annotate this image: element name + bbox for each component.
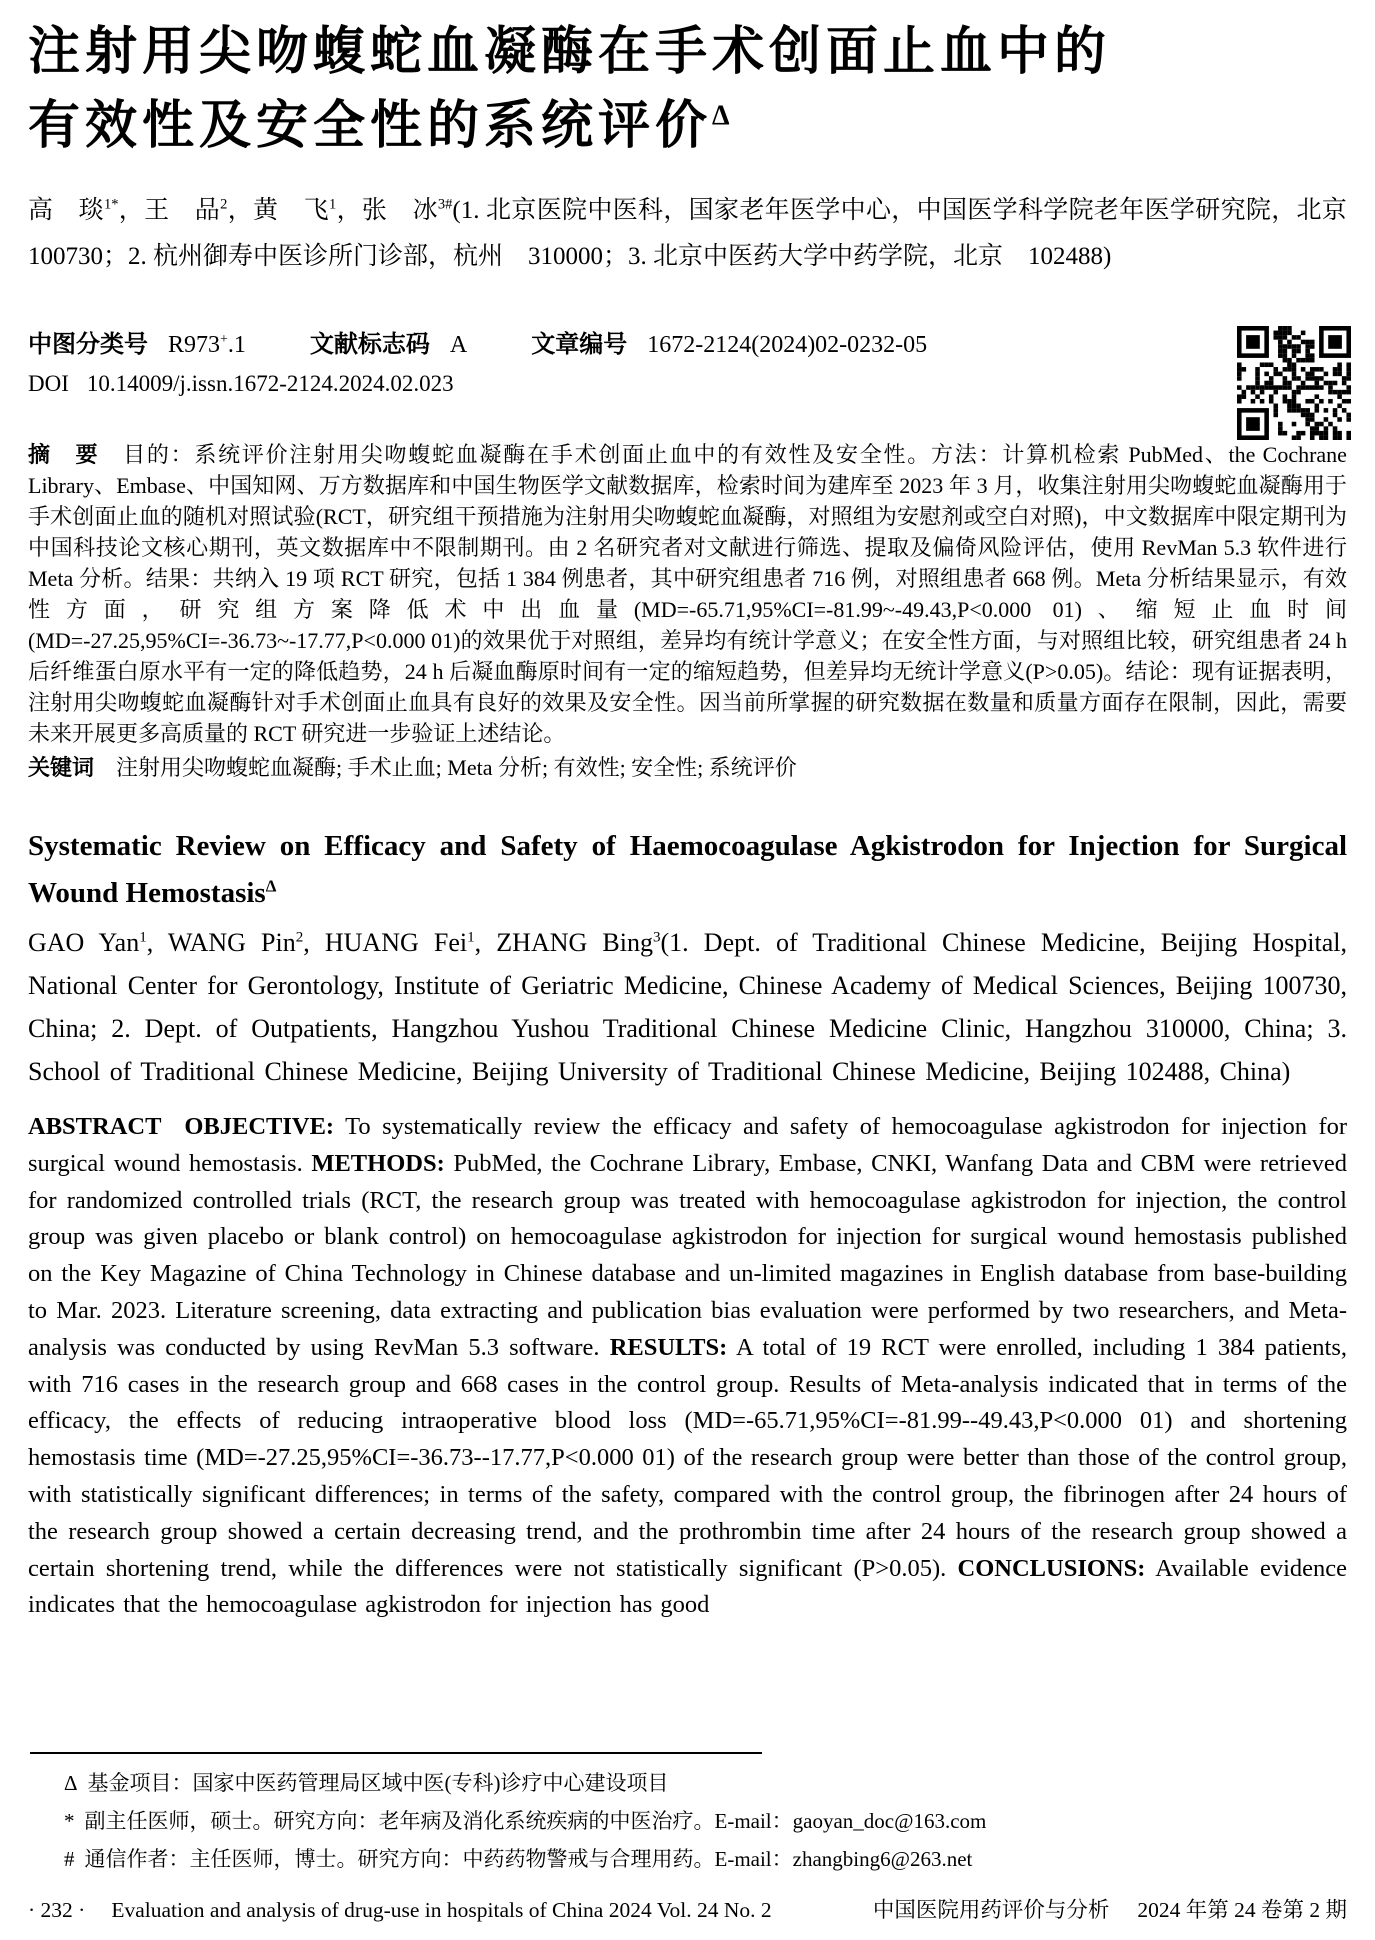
abstract-en-conclusions-text: Available evidence indicates that the hemocoagulase agkistrodon for injection has good [28,1554,1348,1619]
abstract-en-conclusions-label: CONCLUSIONS: [957,1554,1146,1582]
affiliations-en: (1. Dept. of Traditional Chinese Medicine, Beijing Hospital, National Center for Gerontology, Institute of Geriatric Medicine, Chinese Academy of Medical Sciences, Beijing 100730, China; 2. Dept. of Outpatients, Hangzhou Yushou Traditional Chinese Medicine Clinic, Hangzhou 310000, China; 3. School of Traditional Chinese Medicine, Beijing University of Traditional Chinese Medicine, Beijing 102488, China) [28,928,1347,1086]
page-number: · 232 · [28,1898,86,1922]
footnote-first-author: * 副主任医师，硕士。研究方向：老年病及消化系统疾病的中医治疗。E-mail：gaoyan_doc@163.com [64,1809,987,1833]
author-en: WANG Pin$^2$, [167,928,325,957]
author-affiliation-marker: 2 [220,196,228,213]
abstract-en-objective-label: OBJECTIVE: [184,1113,335,1140]
footnote-funding: Δ 基金项目：国家中医药管理局区域中医(专科)诊疗中心建设项目 [64,1771,669,1795]
doi-label: DOI [28,371,69,396]
article-title-cn-line2 [28,90,1347,164]
author-affiliation-marker: 1* [103,196,119,213]
meta-row-1 [28,324,1347,359]
abstract-en-results-text: A total of 19 RCT were enrolled, including 1 384 patients, with 716 cases in the research group and 668 cases in the control group. Results of Meta-analysis indicated that in terms of the efficacy, the effects of reducing intraoperative blood loss (MD=-65.71,95%CI=-81.99--49.43,P<0.000 01) and shortening hemostasis time (MD=-27.25,95%CI=-36.73--17.77,P<0.000 01) of the research group were better than those of the control group, with statistically significant differences; in terms of the safety, compared with the control group, the fibrinogen after 24 hours of the research group showed a certain decreasing trend, and the prothrombin time after 24 hours of the research group showed a certain shortening trend, while the differences were not statistically significant (P>0.05). [28,1333,1348,1582]
footnote-corresponding-author: # 通信作者：主任医师，博士。研究方向：中药药物警戒与合理用药。E-mail：zhangbing6@263.net [64,1847,973,1871]
abstract-cn-label: 摘 要 [28,442,100,467]
abstract-cn-results-label: 结果： [145,566,213,591]
abstract-en-methods-text: PubMed, the Cochrane Library, Embase, CNKI, Wanfang Data and CBM were retrieved for randomized controlled trials (RCT, the research group was treated with hemocoagulase agkistrodon for injection, the control group was given placebo or blank control) on hemocoagulase agkistrodon for injection for surgical wound hemostasis published on the Key Magazine of China Technology in Chinese database and un-limited magazines in English database from base-building to Mar. 2023. Literature screening, data extracting and publication bias evaluation were performed by two researchers, and Meta-analysis was conducted by using RevMan 5.3 software. [28,1149,1347,1361]
document-code-value: A [449,332,468,358]
article-number-label: 文章编号 [531,331,628,358]
title-funding-marker-en: Δ [265,876,277,896]
keywords-cn-label: 关键词 [28,755,95,780]
author-en: ZHANG Bing$^3$ [496,928,661,957]
abstract-en-objective-text: To systematically review the efficacy and safety of hemocoagulase agkistrodon for injection for surgical wound hemostasis. [28,1113,1348,1177]
abstract-cn [28,439,1347,749]
abstract-en-label: ABSTRACT [28,1113,162,1140]
abstract-en [28,1109,1347,1624]
abstract-en-methods-label: METHODS: [311,1149,445,1177]
keywords-cn [28,751,1347,785]
article-title-cn-line1: 注射用尖吻蝮蛇血凝酶在手术创面止血中的 [28,24,1112,81]
footer-right [873,1893,1347,1924]
abstract-cn-objective-label: 目的： [123,442,195,467]
document-code-label: 文献标志码 [309,331,430,358]
affiliations-cn: (1. 北京医院中医科，国家老年医学中心，中国医学科学院老年医学研究院，北京 100730；2. 杭州御寿中医诊所门诊部，杭州 310000；3. 北京中医药大学中药学院，北京 102488) [28,197,1372,270]
title-funding-marker: Δ [712,100,730,132]
authors-affiliations-cn [28,188,1372,280]
article-title-cn [28,16,1347,164]
clc-label: 中图分类号 [28,331,148,358]
keywords-cn-text: 注射用尖吻蝮蛇血凝酶; 手术止血; Meta 分析; 有效性; 安全性; 系统评价 [116,755,797,780]
authors-affiliations-en [28,921,1347,1093]
journal-issue-cn: 2024 年第 24 卷第 2 期 [1137,1898,1347,1922]
footnote-divider [30,1752,762,1754]
doi-value: 10.14009/j.issn.1672-2124.2024.02.023 [86,371,454,396]
article-title-cn-line2-text: 有效性及安全性的系统评价 [28,98,713,155]
author-cn: 张 冰$^{3\#}$ [361,196,453,224]
author-en: GAO Yan$^1$, [28,928,168,957]
abstract-cn-objective-text: 系统评价注射用尖吻蝮蛇血凝酶在手术创面止血中的有效性及安全性。 [194,442,932,467]
author-cn: 王 品$^2$， [144,196,254,224]
document-code [310,324,467,359]
clc-number [28,324,246,359]
article-meta [28,324,1347,397]
author-affiliation-marker: 3# [437,196,453,213]
author-affiliation-marker: 1 [329,196,337,213]
author-cn: 黄 飞$^1$， [253,196,362,224]
article-title-en [28,823,1347,917]
page-footer [28,1893,1347,1924]
author-cn: 高 琰$^{1*}$， [28,196,145,224]
footer-left [28,1898,772,1923]
footnotes [28,1752,1347,1878]
doi-row [28,371,1347,397]
abstract-cn-conclusion-label: 结论： [1125,659,1192,684]
abstract-cn-conclusion-text: 现有证据表明，注射用尖吻蝮蛇血凝酶针对手术创面止血具有良好的效果及安全性。因当前所掌握的研究数据在数量和质量方面存在限制，因此，需要未来开展更多高质量的 RCT 研究进一步验证上述结论。 [28,659,1347,746]
abstract-en-results-label: RESULTS: [609,1333,728,1361]
author-affiliation-marker: 3 [652,929,661,946]
author-affiliation-marker: 2 [295,929,304,946]
author-affiliation-marker: 1 [467,929,475,946]
qr-code [1237,326,1351,440]
clc-value: R973+.1 [168,332,246,358]
abstract-cn-methods-label: 方法： [931,442,1003,467]
journal-name-cn: 中国医院用药评价与分析 [872,1898,1110,1922]
abstract-cn-results-text: 共纳入 19 项 RCT 研究，包括 1 384 例患者，其中研究组患者 716 例，对照组患者 668 例。Meta 分析结果显示，有效性方面，研究组方案降低术中出血量(MD=-65.71,95%CI=-81.99~-49.43,P<0.000 01)、缩短止血时间(MD=-27.25,95%CI=-36.73~-17.77,P<0.000 01)的效果优于对照组，差异均有统计学意义；在安全性方面，与对照组比较，研究组患者 24 h 后纤维蛋白原水平有一定的降低趋势，24 h 后凝血酶原时间有一定的缩短趋势，但差异均无统计学意义(P>0.05)。 [28,566,1347,684]
author-en: HUANG Fei$^1$, [324,928,497,957]
article-title-en-text: Systematic Review on Efficacy and Safety of Haemocoagulase Agkistrodon for Injection for Surgical Wound Hemostasis [28,830,1347,909]
author-affiliation-marker: 1 [139,929,147,946]
article-number-value: 1672-2124(2024)02-0232-05 [647,332,928,358]
journal-name-en: Evaluation and analysis of drug-use in hospitals of China 2024 Vol. 24 No. 2 [111,1898,772,1922]
article-number [531,324,927,359]
abstract-cn-methods-text: 计算机检索 PubMed、the Cochrane Library、Embase、中国知网、万方数据库和中国生物医学文献数据库，检索时间为建库至 2023 年 3 月，收集注射用尖吻蝮蛇血凝酶用于手术创面止血的随机对照试验(RCT，研究组干预措施为注射用尖吻蝮蛇血凝酶，对照组为安慰剂或空白对照)，中文数据库中限定期刊为中国科技论文核心期刊，英文数据库中不限制期刊。由 2 名研究者对文献进行筛选、提取及偏倚风险评估，使用 RevMan 5.3 软件进行 Meta 分析。 [28,442,1347,591]
